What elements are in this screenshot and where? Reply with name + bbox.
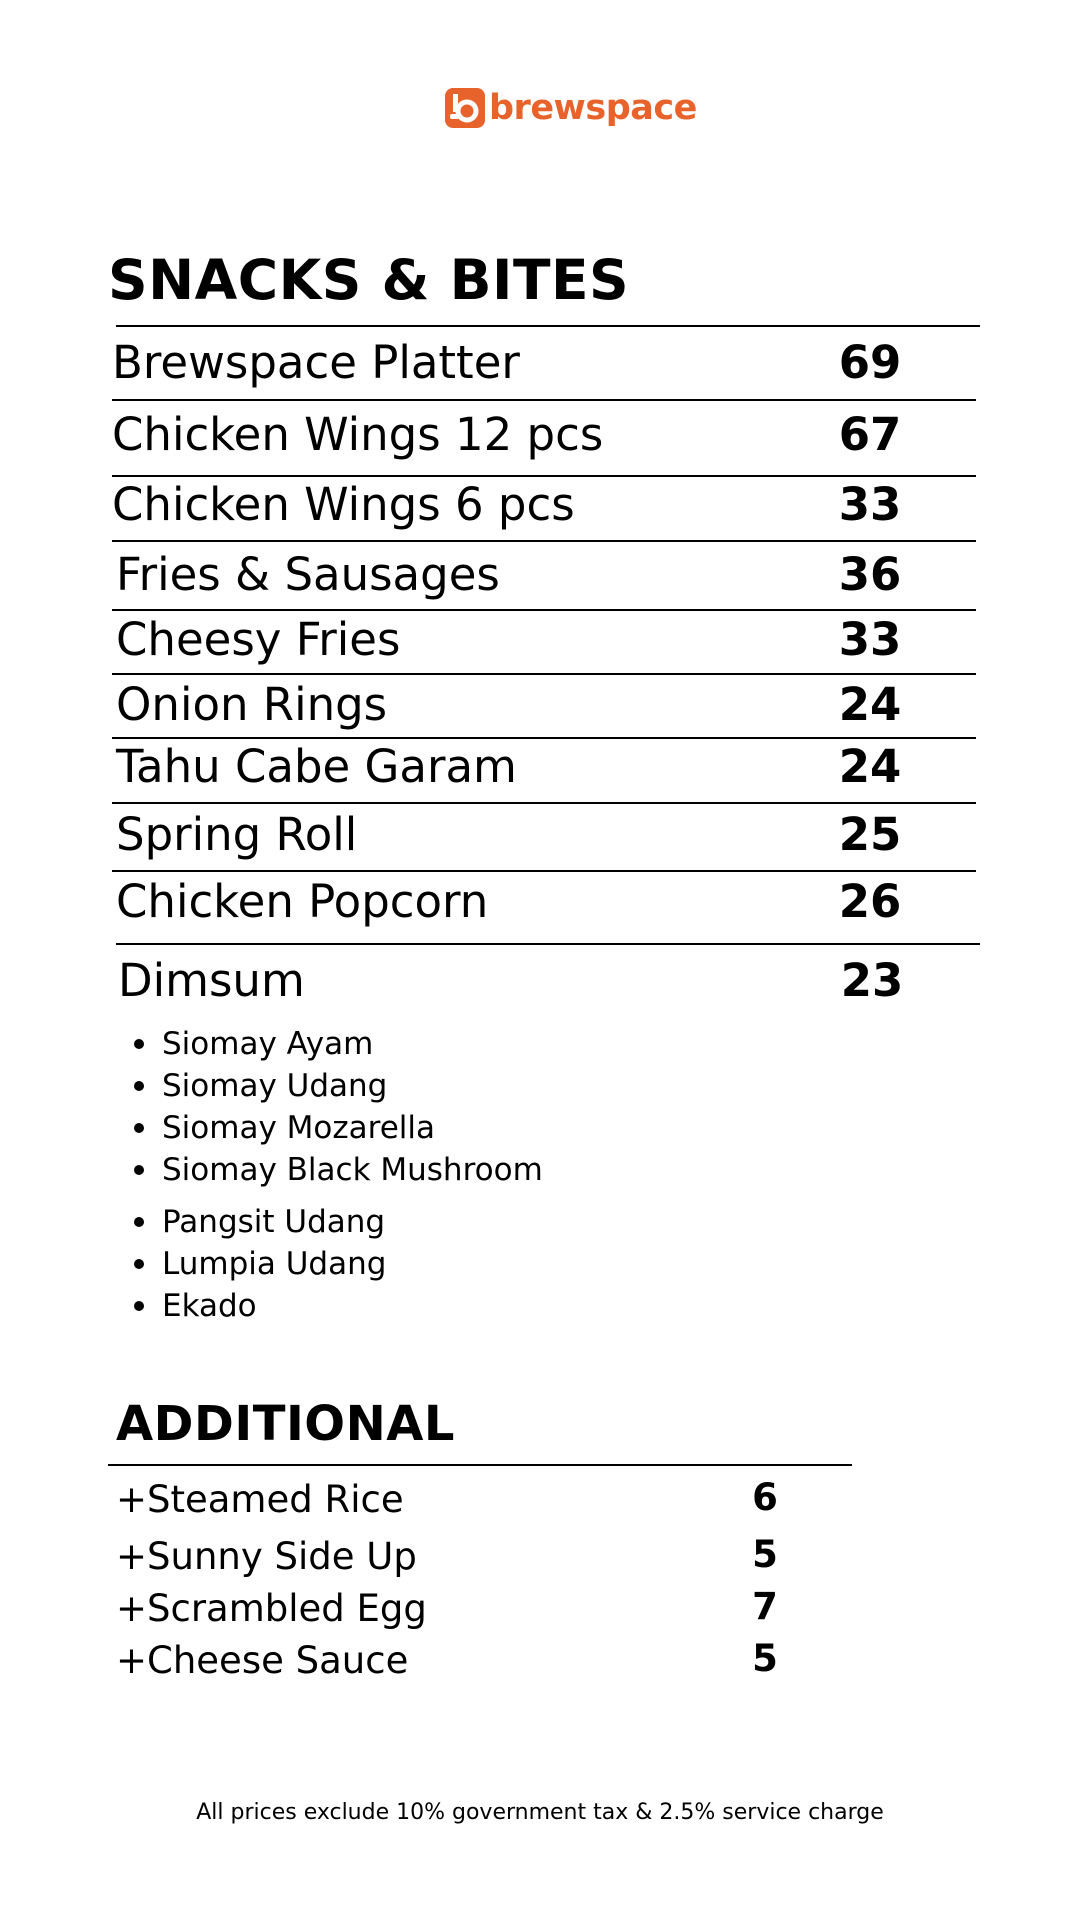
menu-item-price: 23	[840, 954, 904, 1007]
divider	[108, 1464, 852, 1466]
bullet	[134, 1259, 144, 1269]
bullet	[134, 1081, 144, 1091]
menu-item-name: Cheesy Fries	[116, 613, 401, 666]
list-item	[134, 1065, 543, 1107]
list-item	[134, 1201, 543, 1243]
menu-item-price: 24	[838, 740, 902, 793]
list-item-label: Siomay Mozarella	[162, 1110, 435, 1146]
addon-item-price: 7	[752, 1585, 778, 1628]
menu-item-name: Chicken Wings 12 pcs	[112, 408, 604, 461]
menu-item-price: 33	[838, 478, 902, 531]
list-item	[134, 1243, 543, 1285]
bullet	[134, 1123, 144, 1133]
menu-item-price: 33	[838, 613, 902, 666]
list-item	[134, 1107, 543, 1149]
menu-item-price: 36	[838, 548, 902, 601]
menu-item-name: Fries & Sausages	[116, 548, 500, 601]
divider	[112, 737, 976, 739]
brand-name: brewspace	[489, 88, 697, 128]
addon-item-name: +Sunny Side Up	[116, 1535, 417, 1578]
menu-item-price: 26	[838, 875, 902, 928]
menu-item-name: Brewspace Platter	[112, 336, 520, 389]
menu-item-price: 67	[838, 408, 902, 461]
menu-item-price: 24	[838, 678, 902, 731]
menu-item-name: Onion Rings	[116, 678, 388, 731]
section-title-snacks: SNACKS & BITES	[108, 248, 630, 312]
menu-item-name: Chicken Popcorn	[116, 875, 489, 928]
divider	[112, 673, 976, 675]
addon-item-price: 6	[752, 1476, 778, 1519]
divider	[116, 943, 980, 945]
bullet	[134, 1165, 144, 1175]
brand-logo	[445, 86, 697, 130]
dimsum-options-list	[134, 1023, 543, 1327]
list-item-label: Siomay Ayam	[162, 1026, 374, 1062]
divider	[112, 475, 976, 477]
divider	[112, 609, 976, 611]
addon-item-name: +Steamed Rice	[116, 1478, 404, 1521]
list-item	[134, 1285, 543, 1327]
menu-item-name: Dimsum	[118, 954, 305, 1007]
menu-item-name: Spring Roll	[116, 808, 358, 861]
list-item-label: Lumpia Udang	[162, 1246, 387, 1282]
menu-item-price: 69	[838, 336, 902, 389]
divider	[116, 325, 980, 327]
list-item	[134, 1023, 543, 1065]
addon-item-name: +Cheese Sauce	[116, 1639, 409, 1682]
menu-item-name: Tahu Cabe Garam	[116, 740, 517, 793]
menu-item-name: Chicken Wings 6 pcs	[112, 478, 575, 531]
list-item	[134, 1149, 543, 1191]
list-item-label: Siomay Udang	[162, 1068, 388, 1104]
addon-item-price: 5	[752, 1533, 778, 1576]
divider	[112, 802, 976, 804]
addon-item-name: +Scrambled Egg	[116, 1587, 427, 1630]
bullet	[134, 1217, 144, 1227]
list-item-label: Siomay Black Mushroom	[162, 1152, 543, 1188]
divider	[112, 540, 976, 542]
brewspace-logo-icon	[445, 88, 485, 128]
list-item-label: Pangsit Udang	[162, 1204, 386, 1240]
bullet	[134, 1301, 144, 1311]
menu-item-price: 25	[838, 808, 902, 861]
bullet	[134, 1039, 144, 1049]
list-item-label: Ekado	[162, 1288, 257, 1324]
divider	[112, 870, 976, 872]
addon-item-price: 5	[752, 1637, 778, 1680]
section-title-additional: ADDITIONAL	[116, 1396, 456, 1452]
divider	[112, 399, 976, 401]
price-disclaimer: All prices exclude 10% government tax & 2.5% service charge	[196, 1800, 884, 1825]
